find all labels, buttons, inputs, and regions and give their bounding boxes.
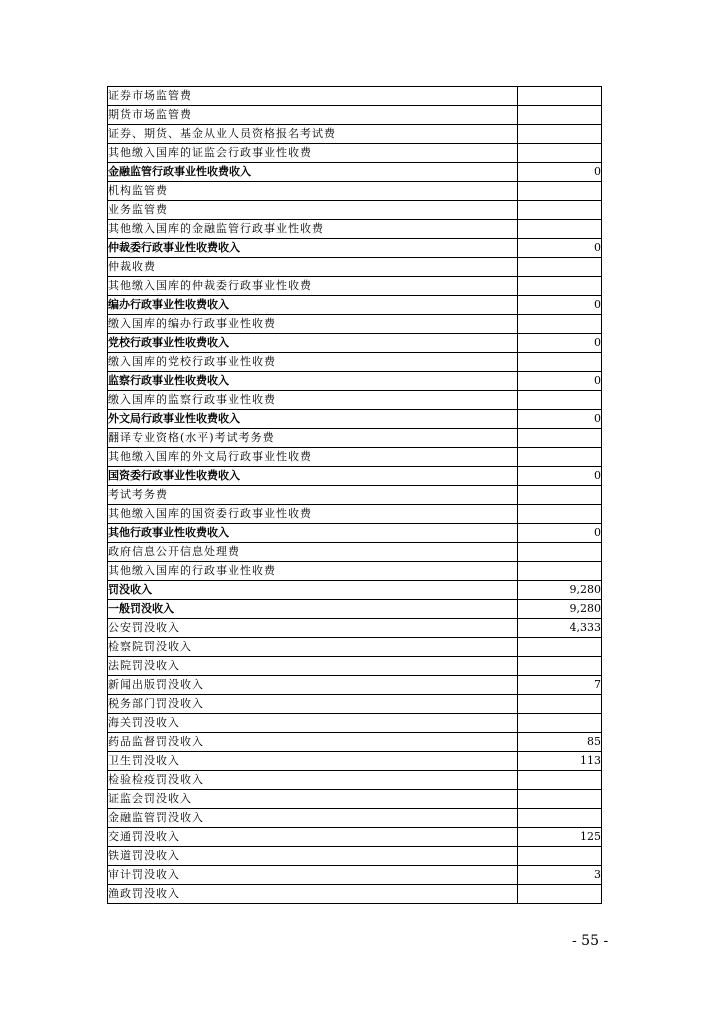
- table-row: [108, 353, 602, 372]
- row-label: 仲裁收费: [108, 258, 518, 277]
- row-label: 党校行政事业性收费收入: [108, 334, 518, 353]
- row-label: 海关罚没收入: [108, 714, 518, 733]
- table-row: [108, 657, 602, 676]
- row-label: 其他缴入国库的国资委行政事业性收费: [108, 505, 518, 524]
- row-value: [518, 391, 602, 410]
- table-row: [108, 429, 602, 448]
- row-value: [518, 125, 602, 144]
- table-row: [108, 87, 602, 106]
- row-label: 政府信息公开信息处理费: [108, 543, 518, 562]
- page-number: - 55 -: [572, 933, 609, 949]
- row-label: 监察行政事业性收费收入: [108, 372, 518, 391]
- row-label: 检验检疫罚没收入: [108, 771, 518, 790]
- table-row: [108, 809, 602, 828]
- table-row: [108, 619, 602, 638]
- row-label: 金融监管行政事业性收费收入: [108, 163, 518, 182]
- row-value: 113: [518, 752, 602, 771]
- row-value: 85: [518, 733, 602, 752]
- row-label: 机构监管费: [108, 182, 518, 201]
- row-label: 证监会罚没收入: [108, 790, 518, 809]
- row-value: [518, 505, 602, 524]
- row-value: [518, 182, 602, 201]
- table-row: [108, 505, 602, 524]
- row-label: 一般罚没收入: [108, 600, 518, 619]
- table-row: [108, 163, 602, 182]
- table-row: [108, 410, 602, 429]
- row-label: 公安罚没收入: [108, 619, 518, 638]
- table-row: [108, 467, 602, 486]
- row-label: 检察院罚没收入: [108, 638, 518, 657]
- row-value: [518, 106, 602, 125]
- row-value: [518, 201, 602, 220]
- table-row: [108, 543, 602, 562]
- table-row: [108, 277, 602, 296]
- table-row: [108, 258, 602, 277]
- row-label: 仲裁委行政事业性收费收入: [108, 239, 518, 258]
- row-value: 0: [518, 410, 602, 429]
- row-label: 缴入国库的党校行政事业性收费: [108, 353, 518, 372]
- row-value: [518, 277, 602, 296]
- table-row: [108, 296, 602, 315]
- table-row: [108, 144, 602, 163]
- row-label: 编办行政事业性收费收入: [108, 296, 518, 315]
- row-label: 证券、期货、基金从业人员资格报名考试费: [108, 125, 518, 144]
- table-row: [108, 220, 602, 239]
- row-value: [518, 220, 602, 239]
- row-label: 缴入国库的监察行政事业性收费: [108, 391, 518, 410]
- row-label: 罚没收入: [108, 581, 518, 600]
- row-value: [518, 353, 602, 372]
- table-row: [108, 752, 602, 771]
- table-row: [108, 106, 602, 125]
- row-value: [518, 771, 602, 790]
- row-label: 其他缴入国库的证监会行政事业性收费: [108, 144, 518, 163]
- row-label: 渔政罚没收入: [108, 885, 518, 904]
- row-label: 其他缴入国库的行政事业性收费: [108, 562, 518, 581]
- row-label: 考试考务费: [108, 486, 518, 505]
- row-value: [518, 714, 602, 733]
- row-label: 其他缴入国库的外文局行政事业性收费: [108, 448, 518, 467]
- row-label: 药品监督罚没收入: [108, 733, 518, 752]
- row-value: 0: [518, 467, 602, 486]
- table-row: [108, 315, 602, 334]
- row-value: [518, 885, 602, 904]
- row-label: 翻译专业资格(水平)考试考务费: [108, 429, 518, 448]
- row-value: [518, 315, 602, 334]
- row-value: 9,280: [518, 600, 602, 619]
- table-row: [108, 201, 602, 220]
- row-label: 证券市场监管费: [108, 87, 518, 106]
- row-label: 其他行政事业性收费收入: [108, 524, 518, 543]
- table-row: [108, 486, 602, 505]
- row-value: [518, 87, 602, 106]
- table-row: [108, 847, 602, 866]
- row-label: 业务监管费: [108, 201, 518, 220]
- row-label: 期货市场监管费: [108, 106, 518, 125]
- table-row: [108, 600, 602, 619]
- row-label: 法院罚没收入: [108, 657, 518, 676]
- row-label: 外文局行政事业性收费收入: [108, 410, 518, 429]
- row-label: 铁道罚没收入: [108, 847, 518, 866]
- row-value: 0: [518, 163, 602, 182]
- table-row: [108, 448, 602, 467]
- row-value: [518, 657, 602, 676]
- row-label: 其他缴入国库的仲裁委行政事业性收费: [108, 277, 518, 296]
- table-row: [108, 733, 602, 752]
- row-value: 0: [518, 372, 602, 391]
- row-value: [518, 486, 602, 505]
- budget-table: [107, 86, 602, 904]
- table-row: [108, 334, 602, 353]
- row-label: 缴入国库的编办行政事业性收费: [108, 315, 518, 334]
- row-value: [518, 448, 602, 467]
- table-row: [108, 239, 602, 258]
- table-row: [108, 885, 602, 904]
- table-row: [108, 771, 602, 790]
- row-value: 0: [518, 334, 602, 353]
- row-value: [518, 638, 602, 657]
- table-row: [108, 790, 602, 809]
- row-value: [518, 562, 602, 581]
- table-row: [108, 391, 602, 410]
- row-label: 其他缴入国库的金融监管行政事业性收费: [108, 220, 518, 239]
- row-value: 0: [518, 239, 602, 258]
- row-value: [518, 790, 602, 809]
- row-label: 审计罚没收入: [108, 866, 518, 885]
- row-value: 3: [518, 866, 602, 885]
- row-value: [518, 429, 602, 448]
- table-row: [108, 562, 602, 581]
- row-value: 4,333: [518, 619, 602, 638]
- row-value: [518, 144, 602, 163]
- row-label: 税务部门罚没收入: [108, 695, 518, 714]
- row-label: 新闻出版罚没收入: [108, 676, 518, 695]
- table-row: [108, 828, 602, 847]
- table-row: [108, 638, 602, 657]
- row-value: 0: [518, 296, 602, 315]
- row-value: 9,280: [518, 581, 602, 600]
- row-label: 金融监管罚没收入: [108, 809, 518, 828]
- budget-table-body: [108, 87, 602, 904]
- row-value: 125: [518, 828, 602, 847]
- row-label: 卫生罚没收入: [108, 752, 518, 771]
- table-row: [108, 524, 602, 543]
- table-row: [108, 581, 602, 600]
- row-value: [518, 809, 602, 828]
- table-row: [108, 372, 602, 391]
- row-value: 7: [518, 676, 602, 695]
- row-value: [518, 695, 602, 714]
- table-row: [108, 866, 602, 885]
- table-row: [108, 695, 602, 714]
- row-label: 交通罚没收入: [108, 828, 518, 847]
- row-value: [518, 543, 602, 562]
- row-label: 国资委行政事业性收费收入: [108, 467, 518, 486]
- table-row: [108, 125, 602, 144]
- row-value: [518, 847, 602, 866]
- row-value: 0: [518, 524, 602, 543]
- table-row: [108, 676, 602, 695]
- table-row: [108, 714, 602, 733]
- row-value: [518, 258, 602, 277]
- table-row: [108, 182, 602, 201]
